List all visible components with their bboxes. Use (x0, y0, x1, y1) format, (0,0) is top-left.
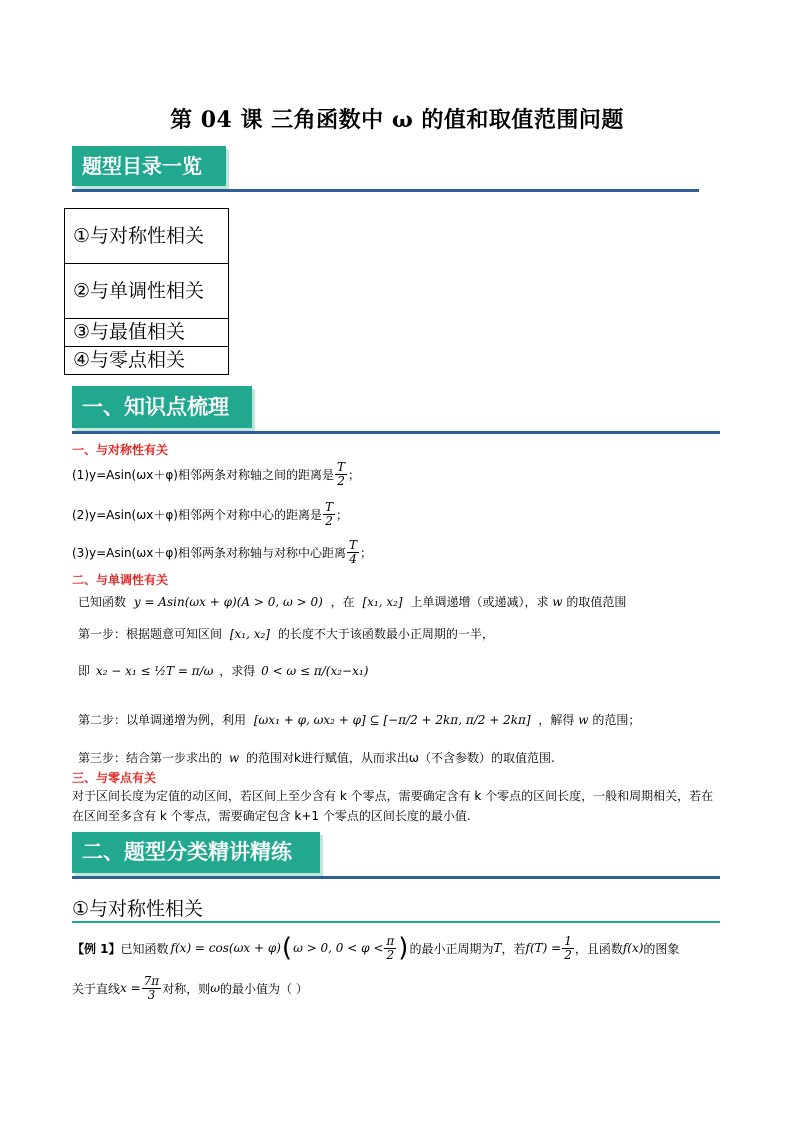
sec3-heading: 三、与零点有关 (72, 771, 157, 785)
divider (72, 876, 720, 879)
text: 即 (78, 664, 91, 678)
var-T: T (493, 941, 502, 955)
text: 第三步：结合第一步求出的 (78, 751, 223, 765)
formula: 0 < ω ≤ π/(x₂−x₁) (261, 664, 369, 678)
formula: x₂ − x₁ ≤ ½T = π/ω (95, 664, 214, 678)
item-tail: ； (360, 545, 373, 560)
frac-num: T (349, 537, 358, 552)
frac-den: 2 (337, 473, 345, 488)
sec2-line-2 (78, 625, 494, 642)
page-title: 第 04 课 三角函数中 ω 的值和取值范围问题 (170, 107, 624, 133)
interval: [x₁, x₂] (362, 595, 403, 609)
fraction (347, 539, 359, 566)
formula: [ωx₁ + φ, ωx₂ + φ] ⊆ [−π/2 + 2kπ, π/2 + 2kπ] (253, 713, 531, 727)
fraction (384, 935, 396, 962)
paren-close: ) (398, 933, 409, 963)
frac-num: 7π (143, 973, 160, 988)
text: ，若 (501, 941, 526, 956)
formula: f(x) (622, 941, 644, 955)
toc-item-extreme[interactable]: ③与最值相关 (65, 319, 229, 347)
text: ，且函数 (574, 941, 623, 956)
sec2-heading: 二、与单调性有关 (72, 573, 169, 587)
text: ，在 (330, 595, 355, 609)
fraction (335, 461, 347, 488)
var-w: w (228, 751, 240, 765)
divider (72, 431, 720, 434)
item-text: (2)y=Asin(ωx＋φ)相邻两个对称中心的距离是 (72, 507, 322, 522)
paren-open: ( (281, 933, 293, 963)
example-1-line-1 (72, 930, 679, 966)
section-banner-knowledge (72, 386, 252, 428)
sec1-item-2 (72, 498, 348, 530)
sec2-line-5 (78, 749, 555, 766)
sec2-line-4 (78, 711, 640, 728)
example-1-line-2 (72, 970, 308, 1006)
text: 关于直线 (72, 981, 121, 996)
banner-label: 题型目录一览 (82, 154, 202, 178)
interval: [x₁, x₂] (229, 627, 270, 641)
text: 的图象 (643, 941, 680, 956)
sec1-item-1 (72, 458, 360, 490)
fraction (562, 935, 574, 962)
formula: f(x) = cos(ωx + φ) (170, 941, 281, 955)
var-w: w (578, 713, 589, 727)
toc-item-monotonic[interactable]: ②与单调性相关 (65, 264, 229, 319)
formula: f(T) = (525, 941, 562, 955)
text: 对称，则 (162, 981, 211, 996)
sec3-text: 对于区间长度为定值的动区间，若区间上至少含有 k 个零点，需要确定含有 k 个零点的区间长度，一般和周期相关，若在在区间至多含有 k 个零点，需要确定包含 k+1 个零点的区间长度的最小值. (72, 789, 714, 823)
text: ，求得 (219, 664, 256, 678)
text: 的范围对k进行赋值，从而求出ω（不含参数）的取值范围. (245, 751, 555, 765)
toc-table (64, 208, 229, 375)
sec2-line-3 (78, 662, 370, 679)
text: 的长度不大于该函数最小正周期的一半， (277, 627, 494, 641)
item-text: (3)y=Asin(ωx＋φ)相邻两条对称轴与对称中心距离 (72, 545, 346, 560)
frac-num: T (325, 499, 334, 514)
section-banner-practice (72, 832, 320, 873)
sec1-heading: 一、与对称性有关 (72, 443, 169, 457)
toc-item-symmetry[interactable]: ①与对称性相关 (65, 209, 229, 264)
var-omega: ω (210, 981, 220, 995)
item-tail: ； (336, 507, 349, 522)
section-banner-toc (72, 146, 226, 186)
item-text: (1)y=Asin(ωx＋φ)相邻两条对称轴之间的距离是 (72, 467, 334, 482)
frac-den: 2 (386, 947, 395, 962)
var-w: w (552, 595, 563, 609)
text: 第一步：根据题意可知区间 (78, 627, 223, 641)
frac-num: π (386, 933, 395, 948)
text: 已知函数 (120, 941, 169, 956)
fraction (142, 975, 162, 1002)
text: 已知函数 (78, 595, 127, 609)
item-tail: ； (348, 467, 361, 482)
text: 的范围； (592, 713, 641, 727)
text: 的最小值为（ ） (220, 981, 308, 996)
example-label: 【例 1】 (72, 941, 121, 956)
text: ，解得 (538, 713, 575, 727)
frac-num: 1 (564, 933, 572, 948)
fraction (323, 501, 335, 528)
frac-den: 3 (147, 987, 156, 1002)
condition: ω > 0, 0 < φ < (293, 941, 384, 955)
frac-num: T (337, 459, 346, 474)
text: 第二步：以单调递增为例，利用 (78, 713, 247, 727)
frac-den: 4 (349, 551, 357, 566)
toc-item-zero[interactable]: ④与零点相关 (65, 347, 229, 375)
formula: x = (120, 981, 141, 995)
divider (72, 921, 720, 923)
text: 的取值范围 (566, 595, 627, 609)
frac-den: 2 (564, 947, 572, 962)
frac-den: 2 (325, 513, 333, 528)
text: 上单调递增（或递减），求 (410, 595, 549, 609)
divider (72, 189, 699, 192)
sec1-item-3 (72, 536, 372, 568)
banner-label: 二、题型分类精讲精练 (82, 840, 292, 864)
sub-heading: ①与对称性相关 (72, 898, 204, 920)
formula: y = Asin(ωx + φ)(A > 0, ω > 0) (133, 595, 323, 609)
text: 的最小正周期为 (409, 941, 494, 956)
sec2-line-1 (78, 593, 626, 610)
banner-label: 一、知识点梳理 (82, 395, 229, 419)
